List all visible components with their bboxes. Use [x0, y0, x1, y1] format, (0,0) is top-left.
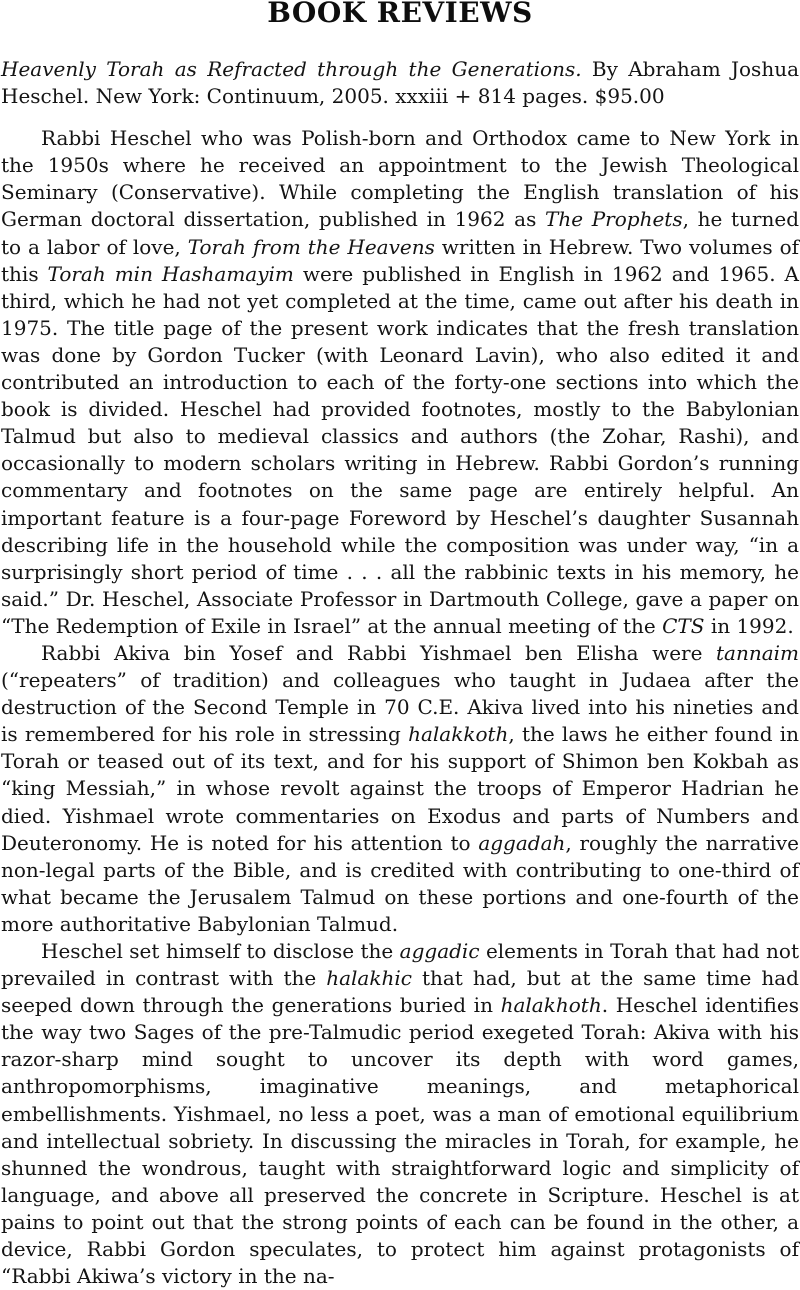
text-run: elements in Torah that had not prevailed in contrast with the [1, 939, 799, 991]
text-run: , roughly the narrative non-legal parts of the Bible, and is credited with contributing to one-third of what became the Jerusalem Talmud on these portions and one-fourth of the more authoritative Babylonian Talmud. [1, 830, 800, 936]
review-body [1, 125, 799, 1290]
italic-text-run: halakhoth [500, 993, 602, 1018]
book-citation [1, 56, 799, 110]
text-run: Heschel set himself to disclose the [41, 939, 400, 963]
italic-text-run: halakhic [326, 966, 412, 991]
text-run: , the laws he either found in Torah or teased out of its text, and for his support of Shimon ben Kokbah as “king Messiah,” in whose revolt against the troops of Emperor Hadrian he died. Yishmael wrote commentaries on Exodus and parts of Numbers and Deuteronomy. He is noted for his attention to [1, 722, 800, 855]
italic-text-run: The Prophets [545, 207, 683, 232]
text-run: By Abraham Joshua Heschel. New York: Continuum, 2005. xxxiii + 814 pages. $95.00 [1, 57, 799, 109]
text-run: Rabbi Akiva bin Yosef and Rabbi Yishmael ben Elisha were [41, 640, 716, 665]
text-run: written in Hebrew. Two volumes of this [1, 234, 800, 286]
text-run: in 1992. [704, 613, 794, 638]
italic-text-run: aggadic [399, 939, 480, 963]
text-run: Rabbi Heschel who was Polish-born and Orthodox came to New York in the 1950s where he received an appointment to the Jewish Theological Seminary (Conservative). While completing the English translation of his German doctoral dissertation, published in 1962 as [1, 126, 799, 232]
italic-text-run: tannaim [715, 640, 799, 665]
italic-text-run: aggadah [478, 830, 566, 855]
text-run: (“repeaters” of tradition) and colleagues who taught in Judaea after the destruction of the Second Temple in 70 C.E. Akiva lived into his nineties and is remembered for his role in stressing [1, 668, 799, 747]
text-run: , he turned to a labor of love, [1, 207, 800, 259]
italic-text-run: halakkoth [408, 722, 509, 747]
text-run: that had, but at the same time had seeped down through the generations buried in [1, 966, 799, 1018]
review-paragraph-3 [1, 938, 799, 1290]
italic-text-run: Torah min Hashamayim [47, 261, 294, 286]
page-title: BOOK REVIEWS [267, 0, 533, 29]
review-paragraph-1 [1, 125, 799, 640]
text-run: . Heschel identifies the way two Sages of the pre-Talmudic period exegeted Torah: Akiva with his razor-sharp mind sought to uncover its depth with word games, anthropomorphisms, imaginative meanings, and metaphorical embellishments. Yishmael, no less a poet, was a man of emotional equilibrium and intellectual sobriety. In discussing the miracles in Torah, for example, he shunned the wondrous, taught with straightforward logic and simplicity of language, and above all preserved the concrete in Scripture. Heschel is at pains to point out that the strong points of each can be found in the other, a device, Rabbi Gordon speculates, to protect him against protagonists of “Rabbi Akiwa’s victory in the na- [1, 993, 799, 1289]
italic-text-run: Torah from the Heavens [187, 234, 435, 259]
italic-text-run: Heavenly Torah as Refracted through the Generations. [1, 57, 582, 81]
text-run: were published in English in 1962 and 1965. A third, which he had not yet completed at the time, came out after his death in 1975. The title page of the present work indicates that the fresh translation was done by Gordon Tucker (with Leonard Lavin), who also edited it and contributed an introduction to each of the forty-one sections into which the book is divided. Heschel had provided footnotes, mostly to the Babylonian Talmud but also to medieval classics and authors (the Zohar, Rashi), and occasionally to modern scholars writing in Hebrew. Rabbi Gordon’s running commentary and footnotes on the same page are entirely helpful. An important feature is a four-page Foreword by Heschel’s daughter Susannah describing life in the household while the composition was under way, “in a surprisingly short period of time . . . all the rabbinic texts in his memory, he said.” Dr. Heschel, Associate Professor in Dartmouth College, gave a paper on “The Redemption of Exile in Israel” at the annual meeting of the [1, 261, 799, 638]
italic-text-run: CTS [662, 613, 705, 638]
review-paragraph-2 [1, 640, 799, 938]
